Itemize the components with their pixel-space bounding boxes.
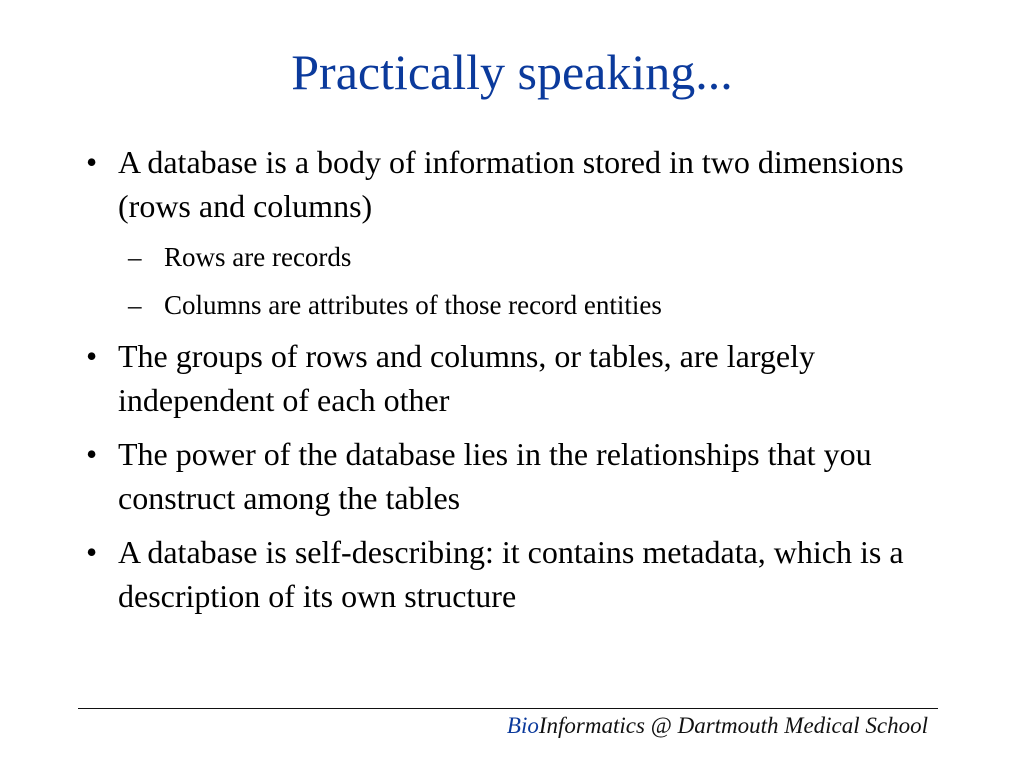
subbullet-item bbox=[78, 286, 948, 324]
page-title: Practically speaking... bbox=[291, 44, 733, 100]
bullet-text: A database is self-describing: it contains metadata, which is a description of its own structure bbox=[118, 534, 904, 614]
dash-icon: – bbox=[128, 290, 142, 320]
footer-text: Informatics @ Dartmouth Medical School bbox=[538, 713, 928, 738]
bullet-text: The groups of rows and columns, or tables, are largely independent of each other bbox=[118, 338, 815, 418]
bullet-item bbox=[78, 334, 948, 422]
bullet-icon: • bbox=[86, 144, 98, 180]
bullet-icon: • bbox=[86, 338, 98, 374]
bullet-icon: • bbox=[86, 534, 98, 570]
footer bbox=[507, 712, 928, 740]
footer-bio-prefix: Bio bbox=[506, 713, 539, 738]
subbullet-text: Columns are attributes of those record entities bbox=[164, 290, 662, 320]
bullet-item bbox=[78, 432, 948, 520]
bullet-text: A database is a body of information stored in two dimensions (rows and columns) bbox=[118, 144, 904, 224]
bullet-icon: • bbox=[86, 436, 98, 472]
subbullet-text: Rows are records bbox=[164, 242, 352, 272]
footer-divider bbox=[78, 708, 938, 709]
bullet-text: The power of the database lies in the relationships that you construct among the tables bbox=[118, 436, 872, 516]
bullet-item bbox=[78, 140, 948, 228]
slide-content bbox=[78, 140, 948, 628]
dash-icon: – bbox=[128, 242, 142, 272]
subbullet-item bbox=[78, 238, 948, 276]
bullet-item bbox=[78, 530, 948, 618]
